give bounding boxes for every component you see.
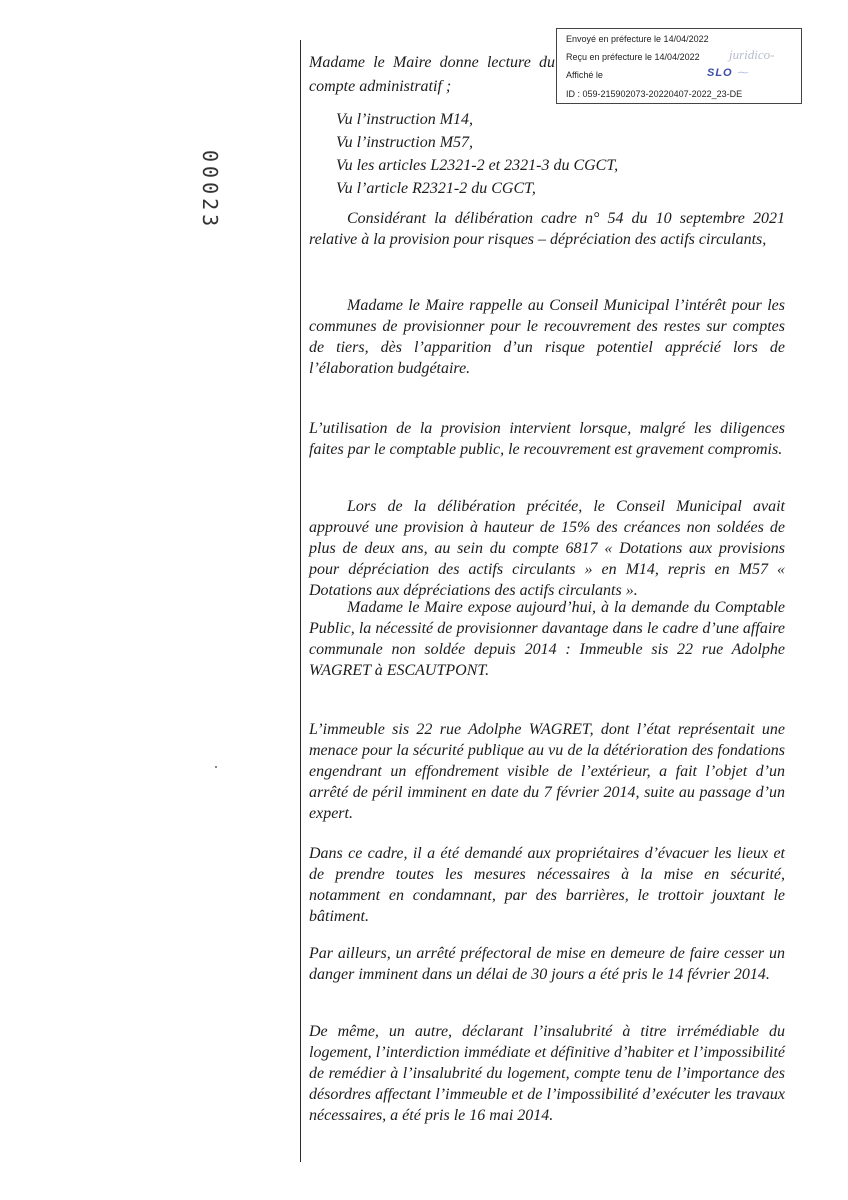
intro-paragraph: Madame le Maire donne lecture du compte administratif ; bbox=[309, 54, 555, 95]
reference-line: Vu l’instruction M57, bbox=[336, 134, 474, 151]
stamp-sent-date: Envoyé en préfecture le 14/04/2022 bbox=[566, 34, 709, 44]
left-margin-rule bbox=[300, 40, 301, 1162]
paragraph: L’utilisation de la provision intervient lorsque, malgré les diligences faites par le comptable public, le recouvrement est gravement compromis. bbox=[309, 420, 785, 458]
slo-logo: SLO ⁓ bbox=[707, 67, 749, 79]
page-number: 00023 bbox=[198, 150, 222, 231]
paragraph: Dans ce cadre, il a été demandé aux propriétaires d’évacuer les lieux et de prendre toutes les mesures nécessaires à la mise en sécurité, notamment en condamnant, par des barrières, le trottoir jouxtant le bâtiment. bbox=[309, 845, 785, 925]
reference-line: Vu l’instruction M14, bbox=[336, 111, 474, 128]
scan-speck bbox=[215, 766, 217, 768]
paragraph: Lors de la délibération précitée, le Conseil Municipal avait approuvé une provision à hauteur de 15% des créances non soldées de plus de deux ans, au sein du compte 6817 « Dotations aux provisions pour dépréciation des actifs circulants » en M14, repris en M57 « Dotations aux dépréciations des actifs circulants ». bbox=[309, 498, 785, 599]
prefecture-stamp bbox=[556, 28, 802, 104]
stamp-id: ID : 059-215902073-20220407-2022_23-DE bbox=[566, 89, 743, 99]
legal-references bbox=[336, 108, 776, 200]
reference-line: Vu les articles L2321-2 et 2321-3 du CGCT, bbox=[336, 157, 619, 174]
juridico-logo-text: juridico- bbox=[729, 47, 775, 62]
slo-logo-text: SLO bbox=[707, 67, 733, 79]
paragraph: Considérant la délibération cadre n° 54 du 10 septembre 2021 relative à la provision pour risques – dépréciation des actifs circulants, bbox=[309, 210, 785, 248]
stamp-posted-label: Affiché le bbox=[566, 70, 603, 80]
paragraph: Madame le Maire rappelle au Conseil Municipal l’intérêt pour les communes de provisionner pour le recouvrement des restes sur comptes de tiers, dès l’apparition d’un risque potentiel apprécié lors de l’élaboration budgétaire. bbox=[309, 297, 785, 377]
paragraph: Par ailleurs, un arrêté préfectoral de mise en demeure de faire cesser un danger imminent dans un délai de 30 jours a été pris le 14 février 2014. bbox=[309, 945, 785, 983]
paragraph: Madame le Maire expose aujourd’hui, à la demande du Comptable Public, la nécessité de provisionner davantage dans le cadre d’une affaire communale non soldée depuis 2014 : Immeuble sis 22 rue Adolphe WAGRET à ESCAUTPONT. bbox=[309, 599, 785, 679]
paragraph: L’immeuble sis 22 rue Adolphe WAGRET, dont l’état représentait une menace pour la sécurité publique au vu de la détérioration des fondations engendrant un effondrement visible de l’extérieur, a fait l’objet d’un arrêté de péril imminent en date du 7 février 2014, suite au passage d’un expert. bbox=[309, 721, 785, 822]
reference-line: Vu l’article R2321-2 du CGCT, bbox=[336, 180, 536, 197]
paragraph: De même, un autre, déclarant l’insalubrité à titre irrémédiable du logement, l’interdiction immédiate et définitive d’habiter et l’impossibilité de remédier à l’insalubrité du logement, compte tenu de l’importance des désordres affectant l’immeuble et de l’impossibilité d’exécuter les travaux nécessaires, a été pris le 16 mai 2014. bbox=[309, 1023, 785, 1124]
stamp-received-date: Reçu en préfecture le 14/04/2022 bbox=[566, 52, 700, 62]
